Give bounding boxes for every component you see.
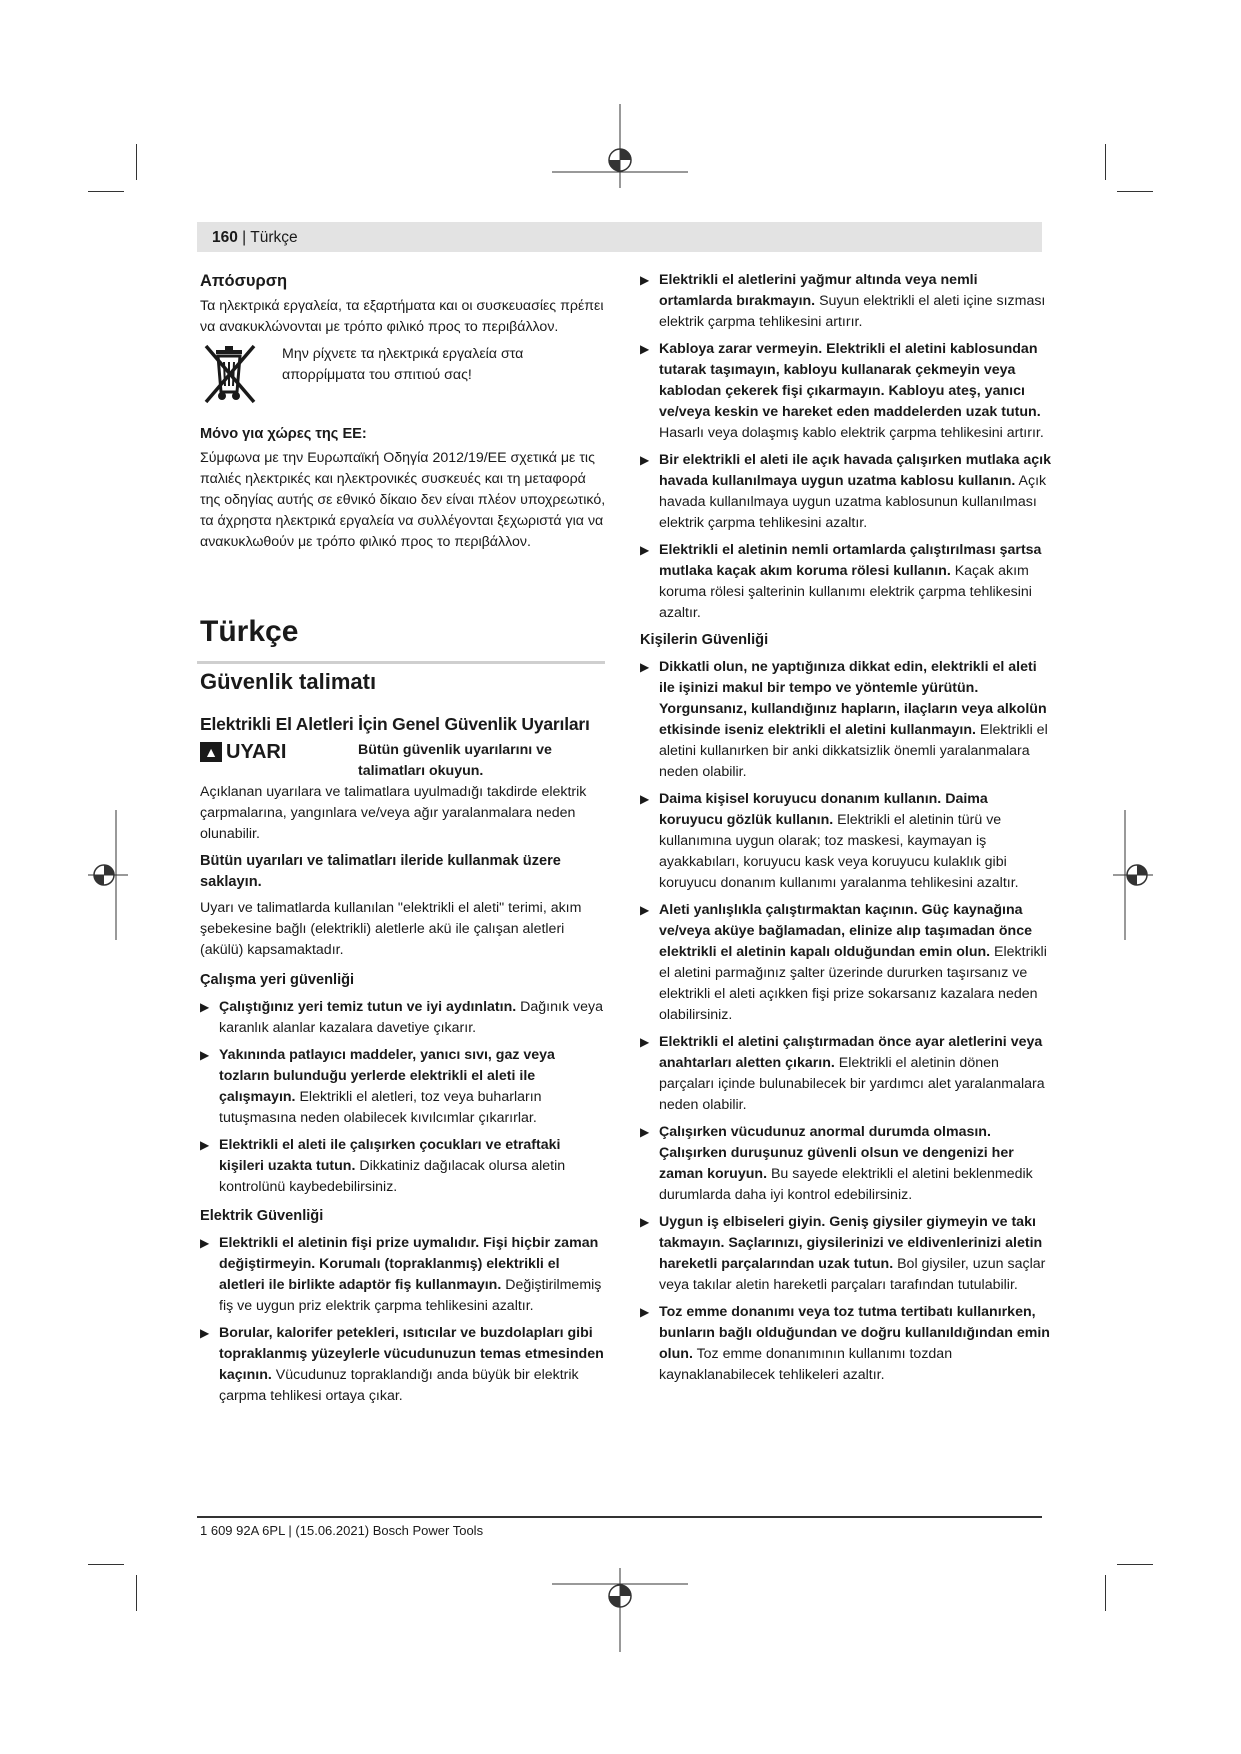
electrical-item — [640, 540, 1052, 624]
section-divider — [197, 661, 605, 664]
electrical-item-text: Değiştirilmemiş fiş ve uygun priz elektrik çarpma tehlikesini azaltır. — [219, 1277, 602, 1314]
disposal-text: Τα ηλεκτρικά εργαλεία, τα εξαρτήματα και οι συσκευασίες πρέπει να ανακυκλώνονται με τρόπο φιλικό προς το περιβάλλον. — [200, 298, 604, 335]
personal-safety-item-text: Elektrikli el aletinin türü ve kullanımına uygun olarak; toz maskesi, kaymayan iş ayakkabıları, koruyucu kask veya koruyucu kulaklık gibi koruyucu donanım kullanımı yaralanma tehlikesini azaltır. — [659, 812, 1019, 891]
crossed-out-bin-icon — [202, 342, 258, 406]
work-area-heading: Çalışma yeri güvenliği — [200, 972, 355, 988]
work-area-item — [200, 997, 608, 1039]
bullet-arrow-icon: ▶ — [640, 660, 650, 674]
warning-triangle-icon: ▲ — [200, 742, 222, 762]
crop-mark — [1105, 1575, 1106, 1611]
electrical-item-bold: Elektrikli el aletlerini yağmur altında veya nemli ortamlarda bırakmayın. — [659, 272, 978, 309]
bullet-arrow-icon: ▶ — [640, 453, 650, 467]
personal-safety-item-bold: Elektrikli el aletini çalıştırmadan önce ayar aletlerini veya anahtarları aletten çıkarın. — [659, 1034, 1043, 1071]
bullet-arrow-icon: ▶ — [200, 1236, 210, 1250]
electrical-item-bold: Elektrikli el aletinin nemli ortamlarda çalıştırılması şartsa mutlaka kaçak akım koruma rölesi kullanın. — [659, 542, 1042, 579]
bullet-arrow-icon: ▶ — [200, 1000, 210, 1014]
personal-safety-item-bold: Toz emme donanımı veya toz tutma tertibatı kullanırken, bunların bağlı olduğundan ve doğru kullanıldığından emin olun. — [659, 1304, 1050, 1362]
electrical-item — [200, 1323, 608, 1407]
electrical-item-bold: Bir elektrikli el aleti ile açık havada çalışırken mutlaka açık havada kullanılmaya uygun uzatma kablosu kullanın. — [659, 452, 1051, 489]
page-header-bar — [197, 222, 1042, 252]
page-header — [212, 229, 298, 247]
electrical-item-text: Kaçak akım koruma rölesi şalterinin kullanımı elektrik çarpma tehlikesini azaltır. — [659, 563, 1032, 621]
header-language: Türkçe — [250, 229, 298, 246]
personal-safety-item — [640, 900, 1052, 1026]
page-number: 160 — [212, 229, 238, 246]
personal-safety-item-text: Elektrikli el aletini kullanırken bir anki dikkatsizlik önemli yaralanmalara neden olabilir. — [659, 722, 1048, 780]
bullet-arrow-icon: ▶ — [640, 1215, 650, 1229]
work-area-item-text: Dağınık veya karanlık alanlar kazalara davetiye çıkarır. — [219, 999, 603, 1036]
electrical-item — [640, 450, 1052, 534]
personal-safety-item — [640, 657, 1052, 783]
electrical-item-bold: Borular, kalorifer petekleri, ısıtıcılar ve buzdolapları gibi topraklanmış yüzeylerle vücudunuzun temas etmesinden kaçının. — [219, 1325, 604, 1383]
warning-label-text: UYARI — [226, 741, 287, 763]
registration-mark-right-icon — [1113, 810, 1153, 940]
term-text: Uyarı ve talimatlarda kullanılan "elektrikli el aleti" terimi, akım şebekesine bağlı (elektrikli) aletlerle akü ile çalışan aletleri (akülü) kapsamaktadır. — [200, 900, 582, 958]
work-area-list — [200, 997, 608, 1198]
right-column — [640, 270, 1052, 1386]
personal-safety-item — [640, 1032, 1052, 1116]
bullet-arrow-icon: ▶ — [200, 1138, 210, 1152]
work-area-item-text: Dikkatiniz dağılacak olursa aletin kontrolünü kaybedebilirsiniz. — [219, 1158, 566, 1195]
header-separator: | — [237, 229, 251, 246]
bullet-arrow-icon: ▶ — [640, 792, 650, 806]
weee-text: Μην ρίχνετε τα ηλεκτρικά εργαλεία στα απορρίμματα του σπιτιού σας! — [282, 346, 524, 383]
bullet-arrow-icon: ▶ — [200, 1048, 210, 1062]
crop-mark — [1117, 191, 1153, 192]
registration-mark-top-icon — [552, 104, 688, 188]
electrical-item — [640, 270, 1052, 333]
warning-text: Açıklanan uyarılara ve talimatlara uyulmadığı takdirde elektrik çarpmalarına, yangınlara ve/veya ağır yaralanmalara neden olunabilir. — [200, 784, 587, 842]
bullet-arrow-icon: ▶ — [640, 342, 650, 356]
work-area-item-text: Elektrikli el aletleri, toz veya buharların tutuşmasına neden olabilecek kıvılcımlar çıkarırlar. — [219, 1089, 542, 1126]
bullet-arrow-icon: ▶ — [640, 543, 650, 557]
bullet-arrow-icon: ▶ — [640, 273, 650, 287]
electrical-list — [200, 1233, 608, 1407]
personal-safety-item-text: Elektrikli el aletinin dönen parçaları içinde bulunabilecek bir yardımcı alet yaralanmalara neden olabilir. — [659, 1055, 1045, 1113]
personal-safety-item — [640, 789, 1052, 894]
personal-safety-item — [640, 1302, 1052, 1386]
electrical-item — [640, 339, 1052, 444]
keep-instructions: Bütün uyarıları ve talimatları ileride kullanmak üzere saklayın. — [200, 853, 561, 890]
footer-text: 1 609 92A 6PL | (15.06.2021) Bosch Power Tools — [200, 1523, 484, 1538]
personal-safety-item — [640, 1212, 1052, 1296]
electrical-item — [200, 1233, 608, 1317]
personal-safety-item-bold: Aleti yanlışlıkla çalıştırmaktan kaçının. Güç kaynağına ve/veya aküye bağlamadan, elinize alıp taşımadan önce elektrikli el aletinin kapalı olduğundan emin olun. — [659, 902, 1032, 960]
bullet-arrow-icon: ▶ — [200, 1326, 210, 1340]
personal-safety-item-text: Toz emme donanımının kullanımı tozdan kaynaklanabilecek tehlikeleri azaltır. — [659, 1346, 953, 1383]
electrical-item-bold: Elektrikli el aletinin fişi prize uymalıdır. Fişi hiçbir zaman değiştirmeyin. Korumalı (topraklanmış) elektrikli el aletleri ile birlikte adaptör fiş kullanmayın. — [219, 1235, 599, 1293]
work-area-item-bold: Çalıştığınız yeri temiz tutun ve iyi aydınlatın. — [219, 999, 517, 1015]
bullet-arrow-icon: ▶ — [640, 1035, 650, 1049]
electrical-item-text: Hasarlı veya dolaşmış kablo elektrik çarpma tehlikesini artırır. — [659, 425, 1044, 441]
electrical-list-continued — [640, 270, 1052, 624]
crop-mark — [88, 191, 124, 192]
personal-safety-item-bold: Çalışırken vücudunuz anormal durumda olmasın. Çalışırken duruşunuz güvenli olsun ve dengenizi her zaman koruyun. — [659, 1124, 1014, 1182]
work-area-item — [200, 1135, 608, 1198]
bullet-arrow-icon: ▶ — [640, 1125, 650, 1139]
general-safety-heading: Elektrikli El Aletleri İçin Genel Güvenlik Uyarıları — [200, 714, 590, 734]
eu-heading: Μόνο για χώρες της ΕΕ: — [200, 426, 367, 442]
warning-label — [200, 740, 358, 764]
bullet-arrow-icon: ▶ — [640, 903, 650, 917]
personal-safety-item-text: Bol giysiler, uzun saçlar veya takılar aletin hareketli parçaları tarafından tutulabilir. — [659, 1256, 1046, 1293]
electrical-item-bold: Kabloya zarar vermeyin. Elektrikli el aletini kablosundan tutarak taşımayın, kabloyu kullanarak çekmeyin veya kablodan çekerek fişi çıkarmayın. Kabloyu ateş, yanıcı ve/veya keskin ve hareket eden maddelerden uzak tutun. — [659, 341, 1041, 420]
personal-safety-item — [640, 1122, 1052, 1206]
eu-text: Σύμφωνα με την Ευρωπαϊκή Οδηγία 2012/19/ΕΕ σχετικά με τις παλιές ηλεκτρικές και ηλεκτρονικές συσκευές και τη μεταφορά της οδηγίας αυτής σε εθνικό δίκαιο δεν είναι πλέον υποχρεωτικό, τα άχρηστα ηλεκτρικά εργαλεία να συλλέγονται ξεχωριστά για να ανακυκλωθούν με τρόπο φιλικό προς το περιβάλλον. — [200, 450, 606, 550]
crop-mark — [1105, 144, 1106, 180]
electrical-item-text: Açık havada kullanılmaya uygun uzatma kablosunun kullanılması elektrik çarpma tehlikesini azaltır. — [659, 473, 1047, 531]
electrical-item-text: Vücudunuz topraklandığı anda büyük bir elektrik çarpma tehlikesi ortaya çıkar. — [219, 1367, 579, 1404]
registration-mark-left-icon — [88, 810, 128, 940]
personal-safety-heading: Kişilerin Güvenliği — [640, 632, 769, 648]
registration-mark-bottom-icon — [552, 1568, 688, 1652]
work-area-item — [200, 1045, 608, 1129]
personal-safety-item-bold: Uygun iş elbiseleri giyin. Geniş giysiler giymeyin ve takı takmayın. Saçlarınızı, giysilerinizi ve eldivenlerinizi aletin hareketli parçalarından uzak tutun. — [659, 1214, 1043, 1272]
personal-safety-item-bold: Daima kişisel koruyucu donanım kullanın. Daima koruyucu gözlük kullanın. — [659, 791, 988, 828]
weee-notice — [200, 342, 608, 406]
left-column — [200, 270, 608, 1407]
electrical-item-text: Suyun elektrikli el aleti içine sızması elektrik çarpma tehlikesini artırır. — [659, 293, 1046, 330]
turkish-title: Türkçe — [200, 615, 299, 648]
personal-safety-item-bold: Dikkatli olun, ne yaptığınıza dikkat edin, elektrikli el aleti ile işinizi makul bir tempo ve yöntemle yürütün. Yorgunsanız, kullandığınız hapların, ilaçların veya alkolün etkisinde iseniz elektrikli el aletini kullanmayın. — [659, 659, 1047, 738]
electrical-heading: Elektrik Güvenliği — [200, 1208, 324, 1224]
crop-mark — [1117, 1564, 1153, 1565]
personal-safety-item-text: Bu sayede elektrikli el aletini beklenmedik durumlarda daha iyi kontrol edebilirsiniz. — [659, 1166, 1033, 1203]
bullet-arrow-icon: ▶ — [640, 1305, 650, 1319]
work-area-item-bold: Elektrikli el aleti ile çalışırken çocukları ve etraftaki kişileri uzakta tutun. — [219, 1137, 561, 1174]
crop-mark — [88, 1564, 124, 1565]
personal-safety-item-text: Elektrikli el aletini parmağınız şalter üzerinde dururken taşırsanız ve elektrikli el aleti açıkken fişi prize sokarsanız kazalara neden olabilirsiniz. — [659, 944, 1047, 1023]
crop-mark — [136, 144, 137, 180]
footer-rule — [197, 1516, 1042, 1518]
warning-block — [200, 740, 608, 845]
crop-mark — [136, 1575, 137, 1611]
disposal-heading: Απόσυρση — [200, 272, 288, 290]
work-area-item-bold: Yakınında patlayıcı maddeler, yanıcı sıvı, gaz veya tozların bulunduğu yerlerde elektrikli el aleti ile çalışmayın. — [219, 1047, 555, 1105]
safety-heading: Güvenlik talimatı — [200, 669, 377, 694]
warning-bold: Bütün güvenlik uyarılarını ve talimatları okuyun. — [358, 742, 552, 779]
personal-safety-list — [640, 657, 1052, 1386]
